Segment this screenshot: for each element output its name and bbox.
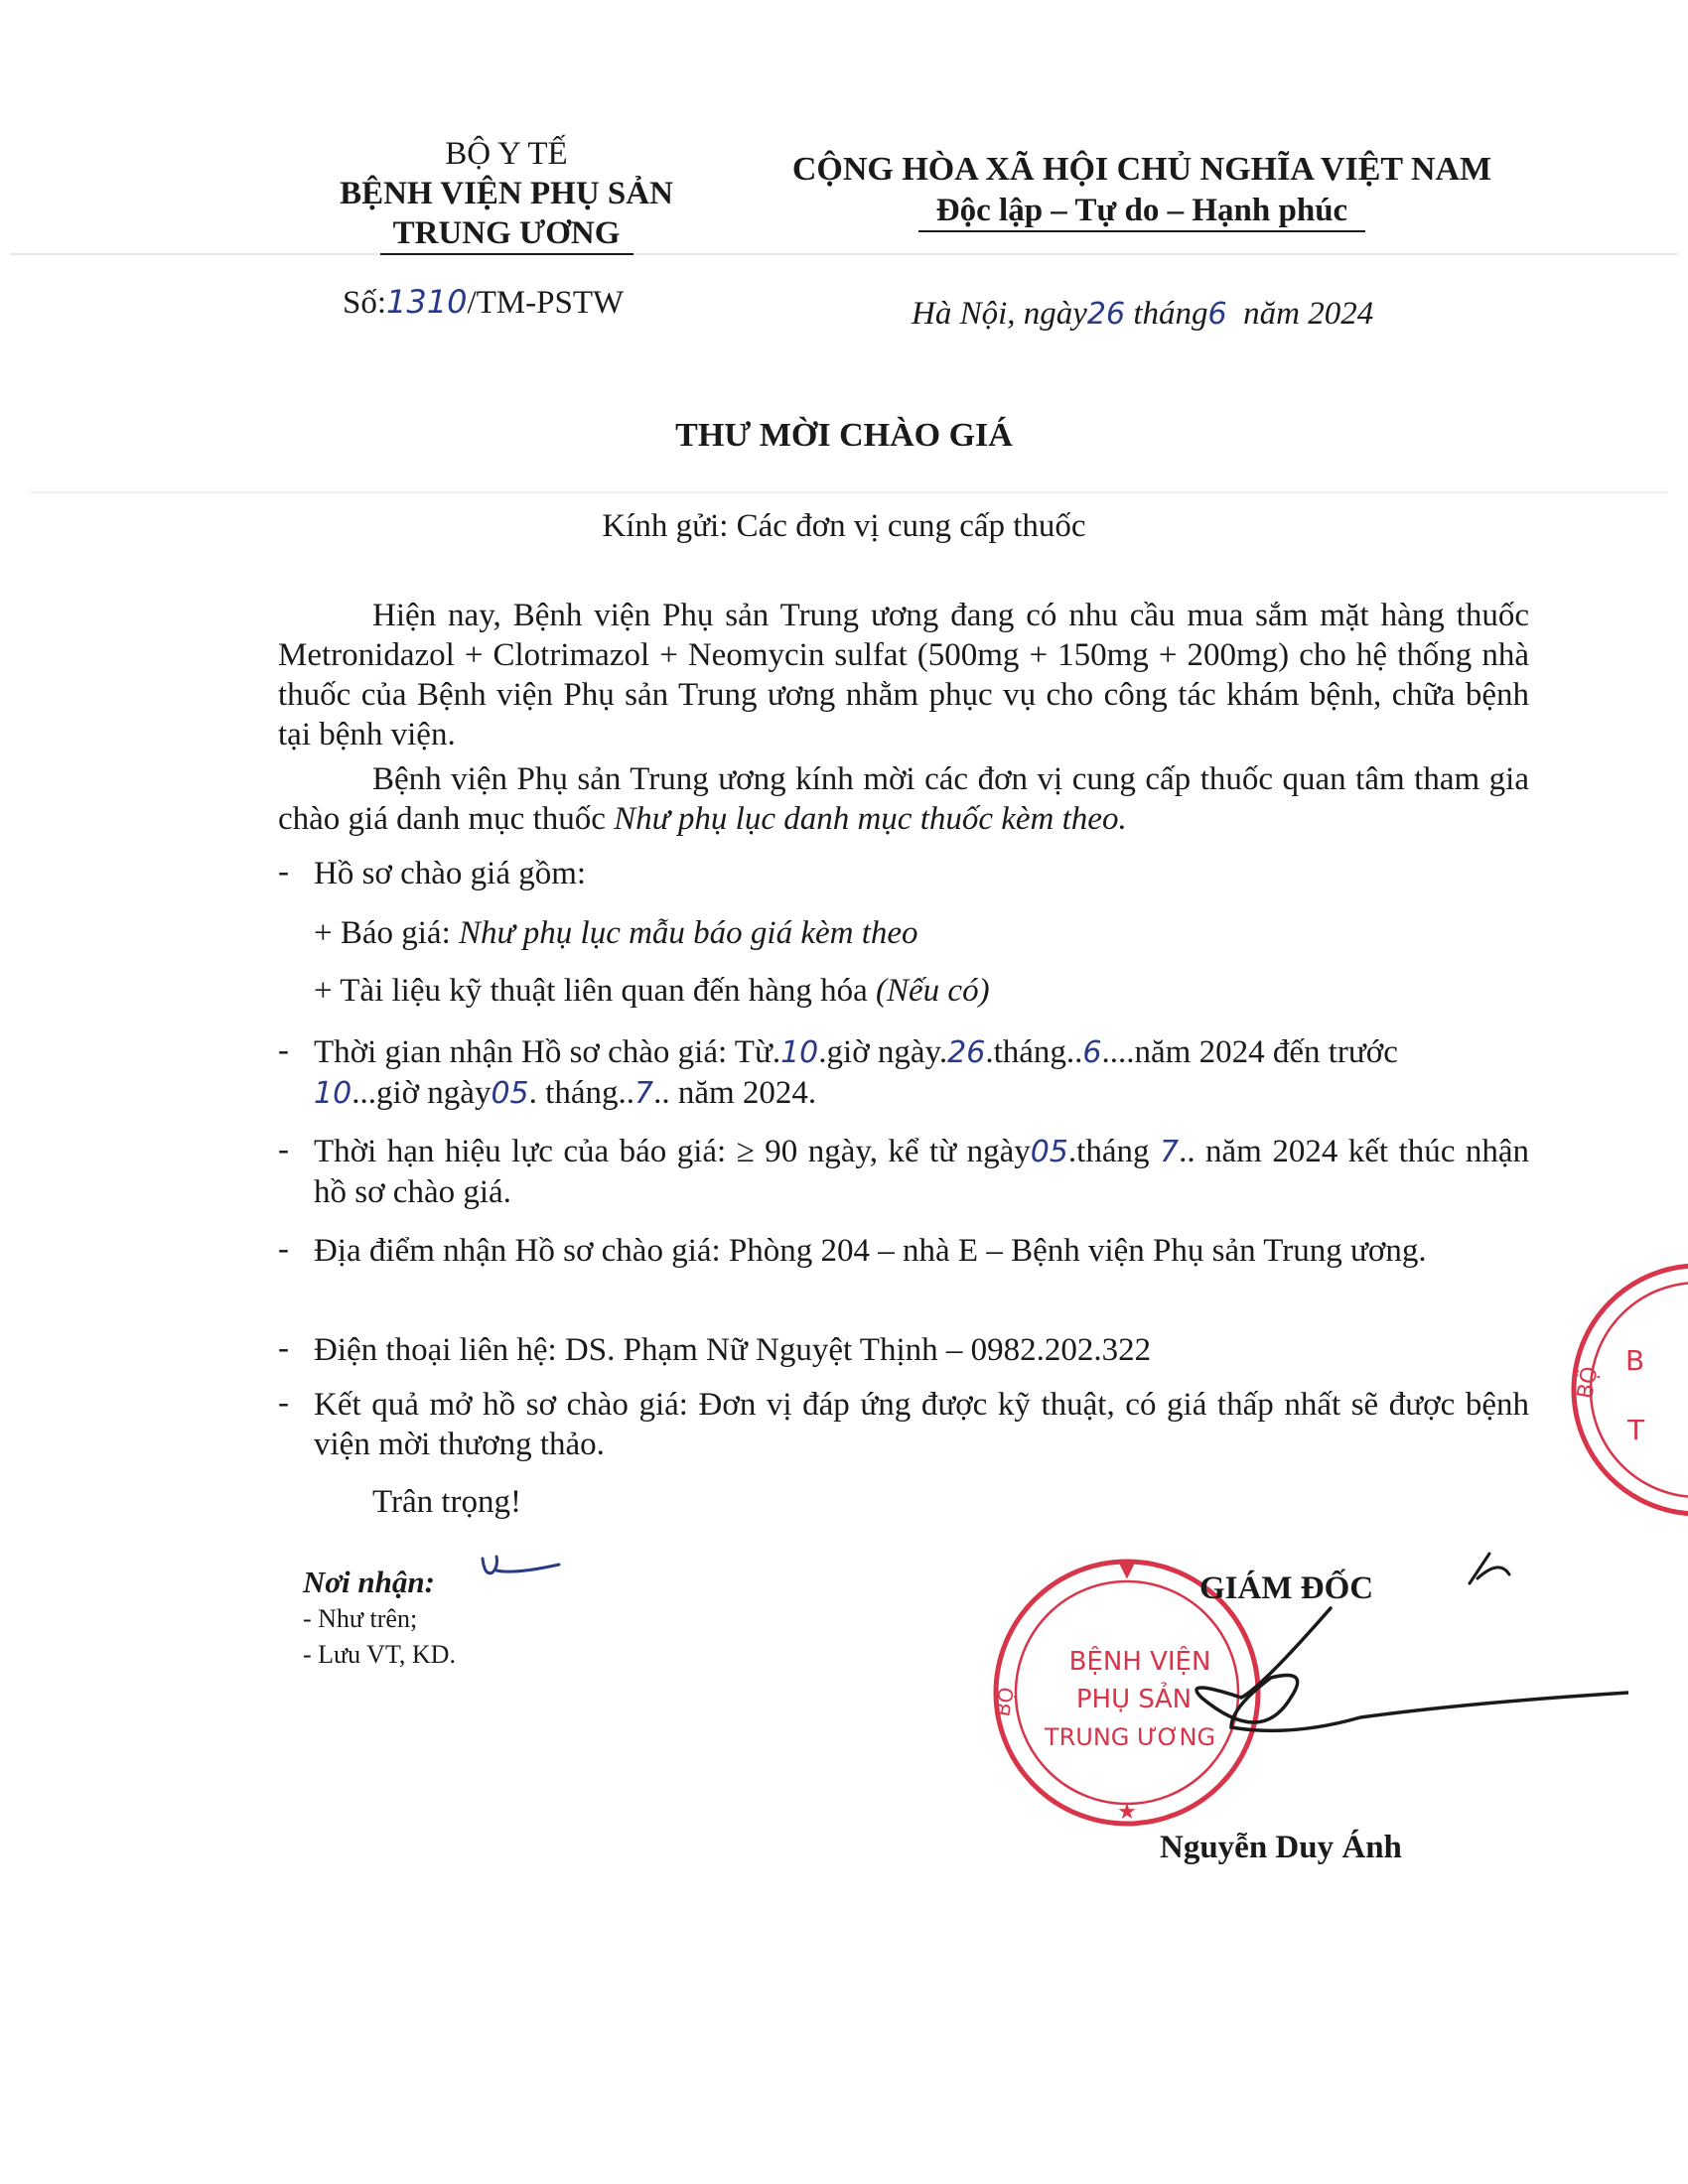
receive-time-text: .. năm 2024. bbox=[653, 1075, 817, 1111]
dossier-item-docs bbox=[314, 971, 1529, 1011]
motto-underline bbox=[918, 230, 1365, 232]
receive-time-text: .giờ ngày. bbox=[818, 1034, 948, 1070]
bullet-dash: - bbox=[278, 1032, 289, 1068]
bullet-dash: - bbox=[278, 1231, 289, 1267]
date-month-label: tháng bbox=[1133, 296, 1208, 332]
date-day-handwritten: 26 bbox=[1086, 297, 1126, 332]
handwritten-hour: 10 bbox=[314, 1076, 352, 1111]
receive-time-text: .tháng.. bbox=[985, 1034, 1083, 1070]
initials-mark bbox=[475, 1551, 564, 1590]
stamp-edge-arc-text: BỘ bbox=[1573, 1364, 1604, 1402]
place-date bbox=[912, 296, 1373, 333]
stamp-edge-letter: B bbox=[1625, 1344, 1645, 1377]
paragraph-need bbox=[278, 596, 1529, 754]
dossier-label: Hồ sơ chào giá gồm: bbox=[314, 856, 587, 891]
handwritten-month: 7 bbox=[1159, 1135, 1180, 1169]
validity-text: Thời hạn hiệu lực của báo giá: ≥ 90 ngày, kể từ ngày bbox=[314, 1134, 1031, 1169]
header-left bbox=[298, 134, 715, 255]
receive-time-text: Thời gian nhận Hồ sơ chào giá: Từ. bbox=[314, 1034, 781, 1070]
paragraph-invitation bbox=[278, 759, 1529, 839]
bullet-dash: - bbox=[278, 854, 289, 889]
paragraph-need-text: Hiện nay, Bệnh viện Phụ sản Trung ương đang có nhu cầu mua sắm mặt hàng thuốc Metronidazol + Clotrimazol + Neomycin sulfat (500mg + 150mg + 200mg) cho hệ thống nhà thuốc của Bệnh viện Phụ sản Trung ương nhằm phục vụ cho công tác khám bệnh, chữa bệnh tại bệnh viện. bbox=[278, 598, 1529, 752]
bullet-dash: - bbox=[278, 1132, 289, 1167]
date-prefix: Hà Nội, ngày bbox=[912, 296, 1087, 332]
hospital-name-line1: BỆNH VIỆN PHỤ SẢN bbox=[340, 176, 673, 211]
date-year: năm 2024 bbox=[1243, 296, 1374, 332]
greeting: Kính gửi: Các đơn vị cung cấp thuốc bbox=[602, 508, 1086, 544]
header-right bbox=[755, 149, 1529, 232]
bullet-dash: - bbox=[278, 1385, 289, 1421]
bullet-dash: - bbox=[278, 1330, 289, 1366]
handwritten-hour: 10 bbox=[780, 1035, 819, 1070]
handwritten-day: 05 bbox=[1030, 1135, 1068, 1169]
hospital-name-underline bbox=[380, 253, 633, 255]
svg-text:▼: ▼ bbox=[1119, 1558, 1135, 1581]
document-title: THƯ MỜI CHÀO GIÁ bbox=[675, 417, 1013, 454]
signature-title: GIÁM ĐỐC bbox=[1199, 1570, 1374, 1606]
handwritten-signature bbox=[1033, 1549, 1628, 1787]
stamp-line2: PHỤ SẢN bbox=[1075, 1685, 1193, 1714]
closing: Trân trọng! bbox=[372, 1484, 522, 1520]
handwritten-day: 26 bbox=[947, 1035, 986, 1070]
stamp-line3: TRUNG ƯƠNG bbox=[1044, 1723, 1216, 1751]
hospital-name-line2: TRUNG ƯƠNG bbox=[392, 215, 621, 251]
contact: Điện thoại liên hệ: DS. Phạm Nữ Nguyệt Thịnh – 0982.202.322 bbox=[314, 1332, 1152, 1368]
validity-text: .tháng bbox=[1067, 1134, 1150, 1169]
signer-name: Nguyễn Duy Ánh bbox=[1160, 1830, 1402, 1865]
paragraph-invitation-italic: Như phụ lục danh mục thuốc kèm theo. bbox=[614, 801, 1127, 837]
dossier-item-docs-italic: (Nếu có) bbox=[876, 973, 990, 1009]
validity bbox=[314, 1132, 1529, 1212]
dossier-item-quote bbox=[314, 913, 1529, 953]
handwritten-day: 05 bbox=[491, 1076, 529, 1111]
recipient-item: - Lưu VT, KD. bbox=[303, 1640, 456, 1669]
dossier-item-docs-text: + Tài liệu kỹ thuật liên quan đến hàng hóa bbox=[314, 973, 868, 1009]
ministry-name: BỘ Y TẾ bbox=[445, 136, 568, 172]
dossier-item-quote-italic: Như phụ lục mẫu báo giá kèm theo bbox=[459, 915, 918, 951]
handwritten-month: 7 bbox=[633, 1076, 654, 1111]
paragraph-invitation-text: Bệnh viện Phụ sản Trung ương kính mời các đơn vị cung cấp thuốc quan tâm tham gia chào giá danh mục thuốc bbox=[278, 761, 1529, 837]
svg-text:★: ★ bbox=[1117, 1800, 1137, 1825]
handwritten-month: 6 bbox=[1082, 1035, 1102, 1070]
doc-no-prefix: Số: bbox=[343, 285, 387, 321]
receive-time bbox=[314, 1032, 1529, 1114]
result: Kết quả mở hồ sơ chào giá: Đơn vị đáp ứng được kỹ thuật, có giá thấp nhất sẽ được bệnh viện mời thương thảo. bbox=[314, 1387, 1529, 1462]
receive-time-text: ...giờ ngày bbox=[352, 1075, 492, 1111]
scan-artifact bbox=[30, 491, 1668, 493]
doc-no-suffix: /TM-PSTW bbox=[467, 285, 625, 321]
scan-artifact bbox=[10, 253, 1678, 255]
receive-time-text: . tháng.. bbox=[528, 1075, 634, 1111]
stamp-edge-letter: T bbox=[1627, 1414, 1645, 1446]
doc-no-handwritten: 1310 bbox=[386, 283, 468, 321]
document-number bbox=[343, 283, 624, 322]
country-name: CỘNG HÒA XÃ HỘI CHỦ NGHĨA VIỆT NAM bbox=[791, 151, 1492, 188]
recipients bbox=[303, 1564, 456, 1673]
stamp-edge-fragment bbox=[1564, 1256, 1688, 1524]
validity-text: .. năm 2024 kết thúc nhận hồ sơ chào giá. bbox=[314, 1134, 1530, 1210]
receive-time-text: ....năm 2024 đến trước bbox=[1101, 1034, 1398, 1070]
location: Địa điểm nhận Hồ sơ chào giá: Phòng 204 – nhà E – Bệnh viện Phụ sản Trung ương. bbox=[314, 1233, 1427, 1269]
national-motto: Độc lập – Tự do – Hạnh phúc bbox=[935, 193, 1348, 228]
dossier-item-quote-text: + Báo giá: bbox=[314, 915, 451, 951]
stamp-arc-text: BỘ bbox=[990, 1685, 1020, 1718]
stamp-line1: BỆNH VIỆN bbox=[1068, 1647, 1211, 1677]
date-month-handwritten: 6 bbox=[1207, 297, 1227, 332]
recipient-item: - Như trên; bbox=[303, 1604, 418, 1633]
recipients-label: Nơi nhận: bbox=[303, 1565, 435, 1599]
